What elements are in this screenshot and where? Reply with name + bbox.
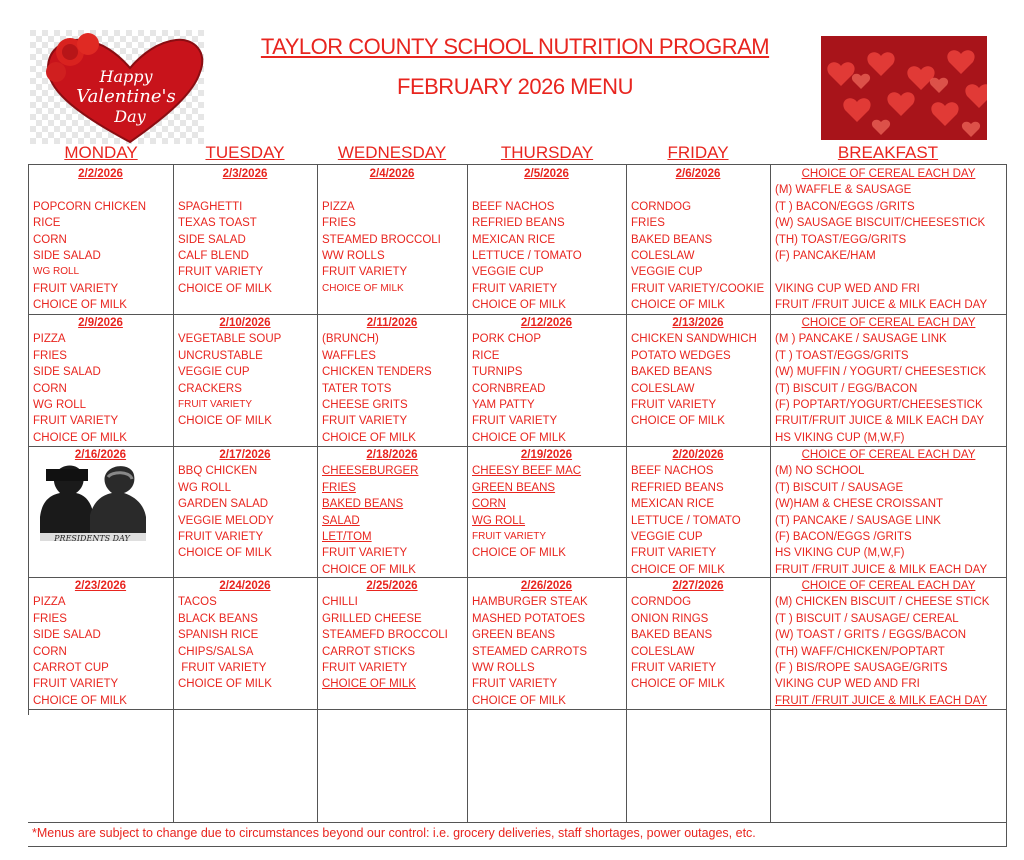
day-cell (318, 315, 466, 446)
day-cell (468, 315, 625, 446)
menu-item: VEGGIE CUP (631, 531, 703, 544)
menu-item: POTATO WEDGES (631, 349, 731, 362)
date-label: 2/27/2026 (672, 580, 724, 592)
menu-item: RICE (33, 217, 61, 230)
menu-item: STEAMED BROCCOLI (322, 233, 441, 246)
menu-item: ONION RINGS (631, 612, 709, 625)
menu-item: CHEESE GRITS (322, 399, 408, 412)
breakfast-item: (W) MUFFIN / YOGURT/ CHEESESTICK (775, 366, 987, 379)
menu-item: BEEF NACHOS (631, 465, 714, 478)
breakfast-item: (TH) WAFF/CHICKEN/POPTART (775, 645, 945, 658)
menu-item: VEGGIE CUP (631, 266, 703, 279)
menu-item: FRUIT VARIETY (33, 678, 119, 691)
date-label: 2/4/2026 (369, 168, 415, 180)
menu-item: FRUIT VARIETY (33, 282, 119, 295)
menu-item: PIZZA (33, 333, 66, 346)
day-cell (174, 578, 316, 693)
column-header-monday: MONDAY (64, 143, 138, 162)
menu-item: BAKED BEANS (631, 233, 713, 246)
day-cell (174, 315, 316, 430)
menu-item: REFRIED BEANS (631, 481, 724, 494)
day-cell (627, 166, 769, 314)
date-label: 2/6/2026 (675, 168, 721, 180)
date-label: 2/26/2026 (520, 580, 573, 592)
breakfast-item: (M) WAFFLE & SAUSAGE (775, 184, 912, 197)
breakfast-item: (M) NO SCHOOL (775, 465, 865, 478)
menu-item: CORN (33, 233, 67, 246)
menu-item: (BRUNCH) (322, 333, 379, 346)
date-label: 2/10/2026 (219, 317, 271, 329)
presidents-day-caption: PRESIDENTS DAY (54, 534, 130, 543)
menu-item: CARROT STICKS (322, 645, 416, 658)
breakfast-cell (771, 315, 1006, 446)
menu-item: CHEESY BEEF MAC (472, 465, 582, 478)
menu-item: GRILLED CHEESE (322, 612, 422, 625)
menu-item: COLESLAW (631, 645, 695, 658)
menu-item: CHOICE OF MILK (178, 678, 272, 691)
menu-item: WW ROLLS (472, 662, 535, 675)
menu-item: GREEN BEANS (472, 481, 556, 494)
breakfast-item: FRUIT/FRUIT JUICE & MILK EACH DAY (775, 415, 985, 428)
menu-item: BAKED BEANS (631, 629, 713, 642)
menu-item: COLESLAW (631, 382, 695, 395)
menu-item: WG ROLL (472, 514, 526, 527)
menu-item: PIZZA (322, 200, 355, 213)
menu-item (468, 182, 625, 198)
menu-item: CHOICE OF MILK (472, 431, 566, 444)
breakfast-item: (F ) BIS/ROPE SAUSAGE/GRITS (775, 662, 948, 675)
date-label: 2/19/2026 (520, 449, 573, 461)
menu-item: COLESLAW (631, 250, 695, 263)
breakfast-item: FRUIT /FRUIT JUICE & MILK EACH DAY (775, 694, 988, 707)
menu-item: CHOICE OF MILK (178, 415, 272, 428)
menu-item (29, 182, 172, 198)
menu-item: FRUIT VARIETY (472, 678, 558, 691)
menu-item: CORNBREAD (472, 382, 546, 395)
day-cell (318, 578, 466, 693)
menu-item: FRIES (33, 349, 67, 362)
menu-item: FRUIT VARIETY (178, 399, 253, 411)
menu-item: CHOICE OF MILK (631, 678, 725, 691)
day-cell (468, 578, 625, 709)
menu-item: FRIES (322, 217, 356, 230)
menu-item: CHOICE OF MILK (322, 431, 416, 444)
menu-item: FRUIT VARIETY (178, 266, 264, 279)
cereal-choice: CHOICE OF CEREAL EACH DAY (801, 317, 976, 329)
menu-item: CHOICE OF MILK (33, 694, 127, 707)
menu-item: FRUIT VARIETY (631, 662, 717, 675)
menu-item: CHOICE OF MILK (322, 563, 416, 576)
menu-item: SIDE SALAD (178, 233, 246, 246)
menu-item: SIDE SALAD (33, 250, 101, 263)
menu-item: WG ROLL (178, 481, 232, 494)
day-cell (627, 447, 769, 578)
menu-item: CHOICE OF MILK (631, 415, 725, 428)
menu-item: CHOICE OF MILK (178, 282, 272, 295)
menu-item: BLACK BEANS (178, 612, 258, 625)
date-label: 2/9/2026 (78, 317, 123, 329)
menu-item: FRUIT VARIETY (631, 399, 717, 412)
menu-item: PIZZA (33, 596, 66, 609)
day-cell (318, 447, 466, 578)
breakfast-item: (F) PANCAKE/HAM (775, 250, 876, 263)
breakfast-cell (771, 166, 1006, 314)
date-label: 2/23/2026 (74, 580, 127, 592)
menu-item: VEGETABLE SOUP (178, 333, 282, 346)
menu-item: CORN (33, 645, 67, 658)
date-label: 2/5/2026 (524, 168, 569, 180)
menu-item (627, 182, 769, 198)
menu-item: SPANISH RICE (178, 629, 259, 642)
menu-item: FRUIT VARIETY (631, 547, 717, 560)
menu-item: CORN (33, 382, 67, 395)
menu-item: FRUIT VARIETY (33, 415, 119, 428)
menu-item: CHOICE OF MILK (472, 299, 566, 312)
menu-item: SALAD (322, 514, 360, 527)
day-cell (174, 166, 316, 297)
presidents-day-image (32, 461, 152, 545)
menu-item: CHICKEN SANDWHICH (631, 333, 757, 346)
menu-item: CARROT CUP (33, 662, 109, 675)
hearts-image (821, 36, 987, 140)
menu-item: LETTUCE / TOMATO (631, 514, 741, 527)
breakfast-item: (W) TOAST / GRITS / EGGS/BACON (775, 629, 967, 642)
breakfast-item: (TH) TOAST/EGG/GRITS (775, 233, 907, 246)
breakfast-item: (M) CHICKEN BISCUIT / CHEESE STICK (775, 596, 990, 609)
menu-item: VEGGIE CUP (472, 266, 544, 279)
day-cell (29, 315, 172, 446)
menu-item: TEXAS TOAST (178, 217, 257, 230)
date-label: 2/13/2026 (672, 317, 724, 329)
menu-item: CHILLI (322, 596, 358, 609)
date-label: 2/17/2026 (219, 449, 271, 461)
menu-item: CHOICE OF MILK (631, 299, 725, 312)
valentine-text-1: Happy (99, 67, 153, 86)
menu-item: BAKED BEANS (322, 498, 404, 511)
menu-item: STEAMED CARROTS (472, 645, 588, 658)
cereal-choice: CHOICE OF CEREAL EACH DAY (801, 580, 976, 592)
footer-disclaimer: *Menus are subject to change due to circumstances beyond our control: i.e. grocery deliveries, staff shortages, power outages, etc. (32, 826, 756, 840)
menu-item: TURNIPS (472, 366, 523, 379)
menu-item: SIDE SALAD (33, 366, 101, 379)
menu-item: TACOS (178, 596, 217, 609)
day-cell (29, 166, 172, 314)
breakfast-item: (T) PANCAKE / SAUSAGE LINK (775, 514, 941, 527)
breakfast-item: (M ) PANCAKE / SAUSAGE LINK (775, 333, 947, 346)
menu-item: CHIPS/SALSA (178, 645, 254, 658)
menu-item: CHOICE OF MILK (472, 547, 566, 560)
breakfast-item: (T ) BACON/EGGS /GRITS (775, 200, 915, 213)
menu-item: CORNDOG (631, 596, 692, 609)
menu-item: CHOICE OF MILK (322, 678, 416, 691)
date-label: 2/16/2026 (74, 449, 127, 461)
menu-item: CHOICE OF MILK (631, 563, 725, 576)
date-label: 2/20/2026 (672, 449, 724, 461)
date-label: 2/2/2026 (78, 168, 123, 180)
breakfast-item: (F) POPTART/YOGURT/CHEESESTICK (775, 399, 983, 412)
menu-item: RICE (472, 349, 500, 362)
menu-item: FRUIT VARIETY (472, 415, 558, 428)
menu-item: YAM PATTY (472, 399, 535, 412)
column-header-thursday: THURSDAY (500, 143, 594, 162)
menu-item: MEXICAN RICE (472, 233, 556, 246)
menu-item: CHOICE OF MILK (33, 431, 127, 444)
date-label: 2/3/2026 (222, 168, 268, 180)
menu-item: SPAGHETTI (178, 200, 243, 213)
menu-item: CHOICE OF MILK (322, 282, 404, 294)
column-header-friday: FRIDAY (667, 143, 729, 162)
menu-item: FRUIT VARIETY (178, 531, 264, 544)
date-label: 2/18/2026 (366, 449, 418, 461)
cereal-choice: CHOICE OF CEREAL EACH DAY (801, 449, 976, 461)
menu-item: TATER TOTS (322, 382, 392, 395)
breakfast-item: (T) BISCUIT / EGG/BACON (775, 382, 918, 395)
menu-item: BAKED BEANS (631, 366, 713, 379)
date-label: 2/24/2026 (219, 580, 271, 592)
menu-item: FRUIT VARIETY (322, 662, 408, 675)
valentine-image (30, 30, 204, 144)
menu-item: FRUIT VARIETY (322, 415, 408, 428)
menu-item: FRUIT VARIETY (322, 547, 408, 560)
breakfast-item: FRUIT /FRUIT JUICE & MILK EACH DAY (775, 563, 988, 576)
breakfast-item: (W) SAUSAGE BISCUIT/CHEESESTICK (775, 217, 986, 230)
menu-item: CALF BLEND (178, 250, 249, 263)
day-cell (29, 578, 172, 709)
menu-item: WG ROLL (33, 399, 87, 412)
menu-item: FRUIT VARIETY/COOKIE (631, 282, 765, 295)
menu-item: GREEN BEANS (472, 629, 556, 642)
menu-item: STEAMEFD BROCCOLI (322, 629, 448, 642)
breakfast-item: HS VIKING CUP (M,W,F) (775, 547, 905, 560)
menu-item: CORN (472, 498, 506, 511)
breakfast-item (771, 264, 1006, 280)
breakfast-item: (W)HAM & CHESE CROISSANT (775, 498, 944, 511)
breakfast-item: (T ) BISCUIT / SAUSAGE/ CEREAL (775, 612, 959, 625)
menu-item: BBQ CHICKEN (178, 465, 258, 478)
menu-item: MEXICAN RICE (631, 498, 715, 511)
menu-item (318, 182, 466, 198)
menu-item: FRUIT VARIETY (472, 282, 558, 295)
day-cell (174, 447, 316, 562)
menu-item: FRUIT VARIETY (178, 662, 267, 675)
menu-item: HAMBURGER STEAK (472, 596, 588, 609)
menu-item: CHOICE OF MILK (178, 547, 272, 560)
menu-item: FRIES (33, 612, 67, 625)
menu-item: PORK CHOP (472, 333, 542, 346)
menu-item: BEEF NACHOS (472, 200, 555, 213)
page-subtitle: FEBRUARY 2026 MENU (397, 74, 633, 99)
date-label: 2/25/2026 (366, 580, 418, 592)
day-cell (627, 578, 769, 693)
day-cell (468, 166, 625, 314)
valentine-text-3: Day (114, 107, 146, 126)
menu-item: FRIES (322, 481, 356, 494)
menu-item: WW ROLLS (322, 250, 385, 263)
day-cell (318, 166, 466, 297)
menu-item: CORNDOG (631, 200, 692, 213)
breakfast-item: VIKING CUP WED AND FRI (775, 282, 920, 295)
menu-item: LET/TOM (322, 531, 372, 544)
menu-item: WG ROLL (33, 266, 80, 278)
cereal-choice: CHOICE OF CEREAL EACH DAY (801, 168, 976, 180)
menu-item: MASHED POTATOES (472, 612, 586, 625)
menu-item: POPCORN CHICKEN (33, 200, 147, 213)
breakfast-item: VIKING CUP WED AND FRI (775, 678, 920, 691)
menu-item: LETTUCE / TOMATO (472, 250, 582, 263)
column-header-tuesday: TUESDAY (205, 143, 285, 162)
breakfast-cell (771, 447, 1006, 578)
menu-item: FRUIT VARIETY (322, 266, 408, 279)
menu-item (174, 182, 316, 198)
valentine-text-2: Valentine's (76, 86, 176, 107)
menu-item: CHOICE OF MILK (33, 299, 127, 312)
day-cell (627, 315, 769, 430)
menu-item: CRACKERS (178, 382, 242, 395)
menu-item: WAFFLES (322, 349, 376, 362)
page-title: TAYLOR COUNTY SCHOOL NUTRITION PROGRAM (260, 34, 770, 59)
date-label: 2/11/2026 (366, 317, 418, 329)
menu-item: REFRIED BEANS (472, 217, 565, 230)
column-header-breakfast: BREAKFAST (837, 143, 939, 162)
menu-item: GARDEN SALAD (178, 498, 269, 511)
menu-item: CHEESEBURGER (322, 465, 419, 478)
date-label: 2/12/2026 (520, 317, 573, 329)
breakfast-item: HS VIKING CUP (M,W,F) (775, 431, 905, 444)
menu-item: CHOICE OF MILK (472, 694, 566, 707)
menu-item: FRUIT VARIETY (472, 531, 547, 543)
menu-item: CHICKEN TENDERS (322, 366, 432, 379)
menu-item: VEGGIE MELODY (178, 514, 274, 527)
menu-item: FRIES (631, 217, 665, 230)
breakfast-item: (F) BACON/EGGS /GRITS (775, 531, 912, 544)
menu-item: VEGGIE CUP (178, 366, 250, 379)
breakfast-cell (771, 578, 1006, 709)
column-header-wednesday: WEDNESDAY (337, 143, 447, 162)
day-cell (468, 447, 625, 562)
menu-item: SIDE SALAD (33, 629, 101, 642)
menu-item: UNCRUSTABLE (178, 349, 263, 362)
breakfast-item: (T) BISCUIT / SAUSAGE (775, 481, 904, 494)
breakfast-item: (T ) TOAST/EGGS/GRITS (775, 349, 909, 362)
breakfast-item: FRUIT /FRUIT JUICE & MILK EACH DAY (775, 299, 988, 312)
